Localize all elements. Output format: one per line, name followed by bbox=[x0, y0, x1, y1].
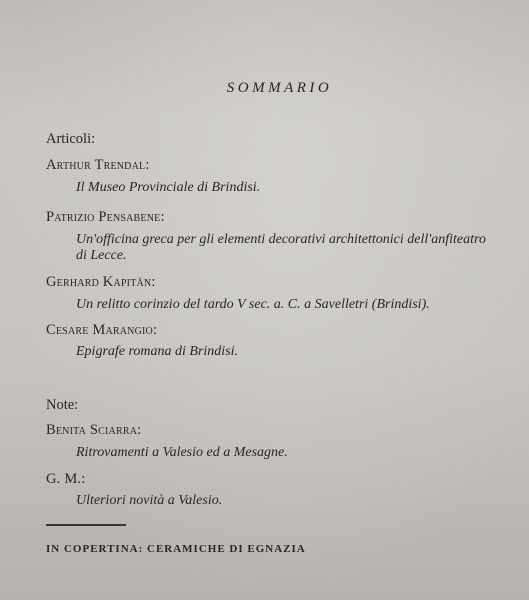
section-label-articoli: Articoli: bbox=[46, 131, 96, 147]
article-title: Il Museo Provinciale di Brindisi. bbox=[76, 180, 261, 195]
author-name: Gerhard Kapitän: bbox=[46, 274, 156, 290]
article-title: Un relitto corinzio del tardo V sec. a. C. a Savelletri (Brindisi). bbox=[76, 297, 430, 312]
note-title: Ulteriori novità a Valesio. bbox=[76, 493, 223, 508]
page-title: SOMMARIO bbox=[226, 80, 333, 96]
note-title: Ritrovamenti a Valesio ed a Mesagne. bbox=[76, 445, 288, 460]
author-name: Cesare Marangio: bbox=[46, 322, 158, 338]
divider-rule bbox=[46, 524, 126, 526]
article-title-line2: di Lecce. bbox=[76, 248, 127, 263]
author-name: Arthur Trendal: bbox=[46, 157, 150, 173]
cover-note: IN COPERTINA: CERAMICHE DI EGNAZIA bbox=[46, 543, 306, 555]
article-title: Epigrafe romana di Brindisi. bbox=[76, 344, 239, 359]
author-name: Patrizio Pensabene: bbox=[46, 209, 165, 225]
author-name: G. M.: bbox=[46, 471, 86, 487]
article-title-line1: Un'officina greca per gli elementi decorativi architettonici dell'anfiteatro bbox=[76, 232, 486, 247]
author-name: Benita Sciarra: bbox=[46, 422, 142, 438]
section-label-note: Note: bbox=[46, 397, 79, 413]
